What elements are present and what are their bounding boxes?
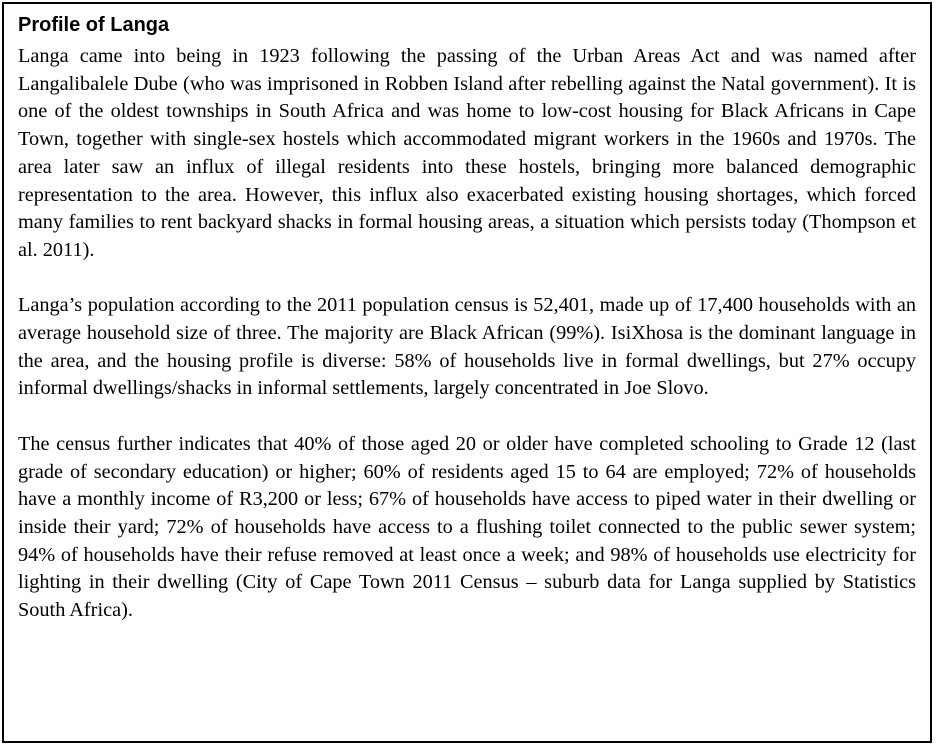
box-title: Profile of Langa: [18, 14, 170, 36]
paragraph-history: Langa came into being in 1923 following the passing of the Urban Areas Act and was named after Langalibalele Dube (who was imprisoned in Robben Island after rebelling against the Natal government). It is one of the oldest townships in South Africa and was home to low-cost housing for Black Africans in Cape Town, together with single-sex hostels which accommodated migrant workers in the 1960s and 1970s. The area later saw an influx of illegal residents into these hostels, bringing more balanced demographic representation to the area. However, this influx also exacerbated existing housing shortages, which forced many families to rent backyard shacks in formal housing areas, a situation which persists today (Thompson et al. 2011).: [18, 45, 916, 261]
paragraph-census: The census further indicates that 40% of those aged 20 or older have completed schooling to Grade 12 (last grade of secondary education) or higher; 60% of residents aged 15 to 64 are employed; 72% of households have a monthly income of R3,200 or less; 67% of households have access to piped water in their dwelling or inside their yard; 72% of households have access to a flushing toilet connected to the public sewer system; 94% of households have their refuse removed at least once a week; and 98% of households use electricity for lighting in their dwelling (City of Cape Town 2011 Census – suburb data for Langa supplied by Statistics South Africa).: [18, 432, 916, 622]
paragraph-population: Langa’s population according to the 2011 population census is 52,401, made up of 17,400 households with an average household size of three. The majority are Black African (99%). IsiXhosa is the dominant language in the area, and the housing profile is diverse: 58% of households live in formal dwellings, but 27% occupy informal dwellings/shacks in informal settlements, largely concentrated in Joe Slovo.: [18, 294, 916, 400]
profile-box: [2, 2, 932, 743]
